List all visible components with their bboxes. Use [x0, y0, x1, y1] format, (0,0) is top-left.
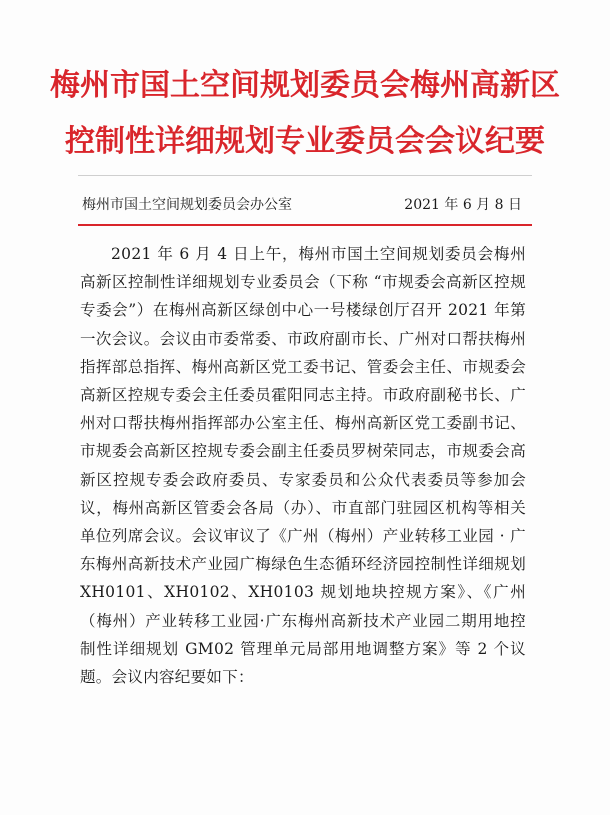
body-paragraph: 2021 年 6 月 4 日上午，梅州市国土空间规划委员会梅州高新区控制性详细规划专业委员会（下称 “市规委会高新区控规专委会”）在梅州高新区绿创中心一号楼绿创厅召开 2021 年第一次会议。会议由市委常委、市政府副市长、广州对口帮扶梅州指挥部总指挥、梅州高新区党工委书记、管委会主任、市规委会高新区控规专委会主任委员霍阳同志主持。市政府副秘书长、广州对口帮扶梅州指挥部办公室主任、梅州高新区党工委副书记、市规委会高新区控规专委会副主任委员罗树荣同志，市规委会高新区控规专委会政府委员、专家委员和公众代表委员等参加会议，梅州高新区管委会各局（办）、市直部门驻园区机构等相关单位列席会议。会议审议了《广州（梅州）产业转移工业园 · 广东梅州高新技术产业园广梅绿色生态循环经济园控制性详细规划 XH0101、XH0102、XH0103 规划地块控规方案》、《广州（梅州）产业转移工业园·广东梅州高新技术产业园二期用地控制性详细规划 GM02 管理单元局部用地调整方案》等 2 个议题。会议内容纪要如下： [80, 245, 526, 687]
header-divider [78, 175, 532, 176]
issuer-name: 梅州市国土空间规划委员会办公室 [82, 197, 292, 213]
document-header [0, 58, 610, 170]
document-meta [82, 193, 522, 217]
header-title-line-1: 梅州市国土空间规划委员会梅州高新区 [50, 68, 560, 103]
header-title-line-2: 控制性详细规划专业委员会会议纪要 [65, 124, 545, 159]
meta-divider [78, 224, 532, 226]
issue-date: 2021 年 6 月 8 日 [404, 197, 522, 213]
